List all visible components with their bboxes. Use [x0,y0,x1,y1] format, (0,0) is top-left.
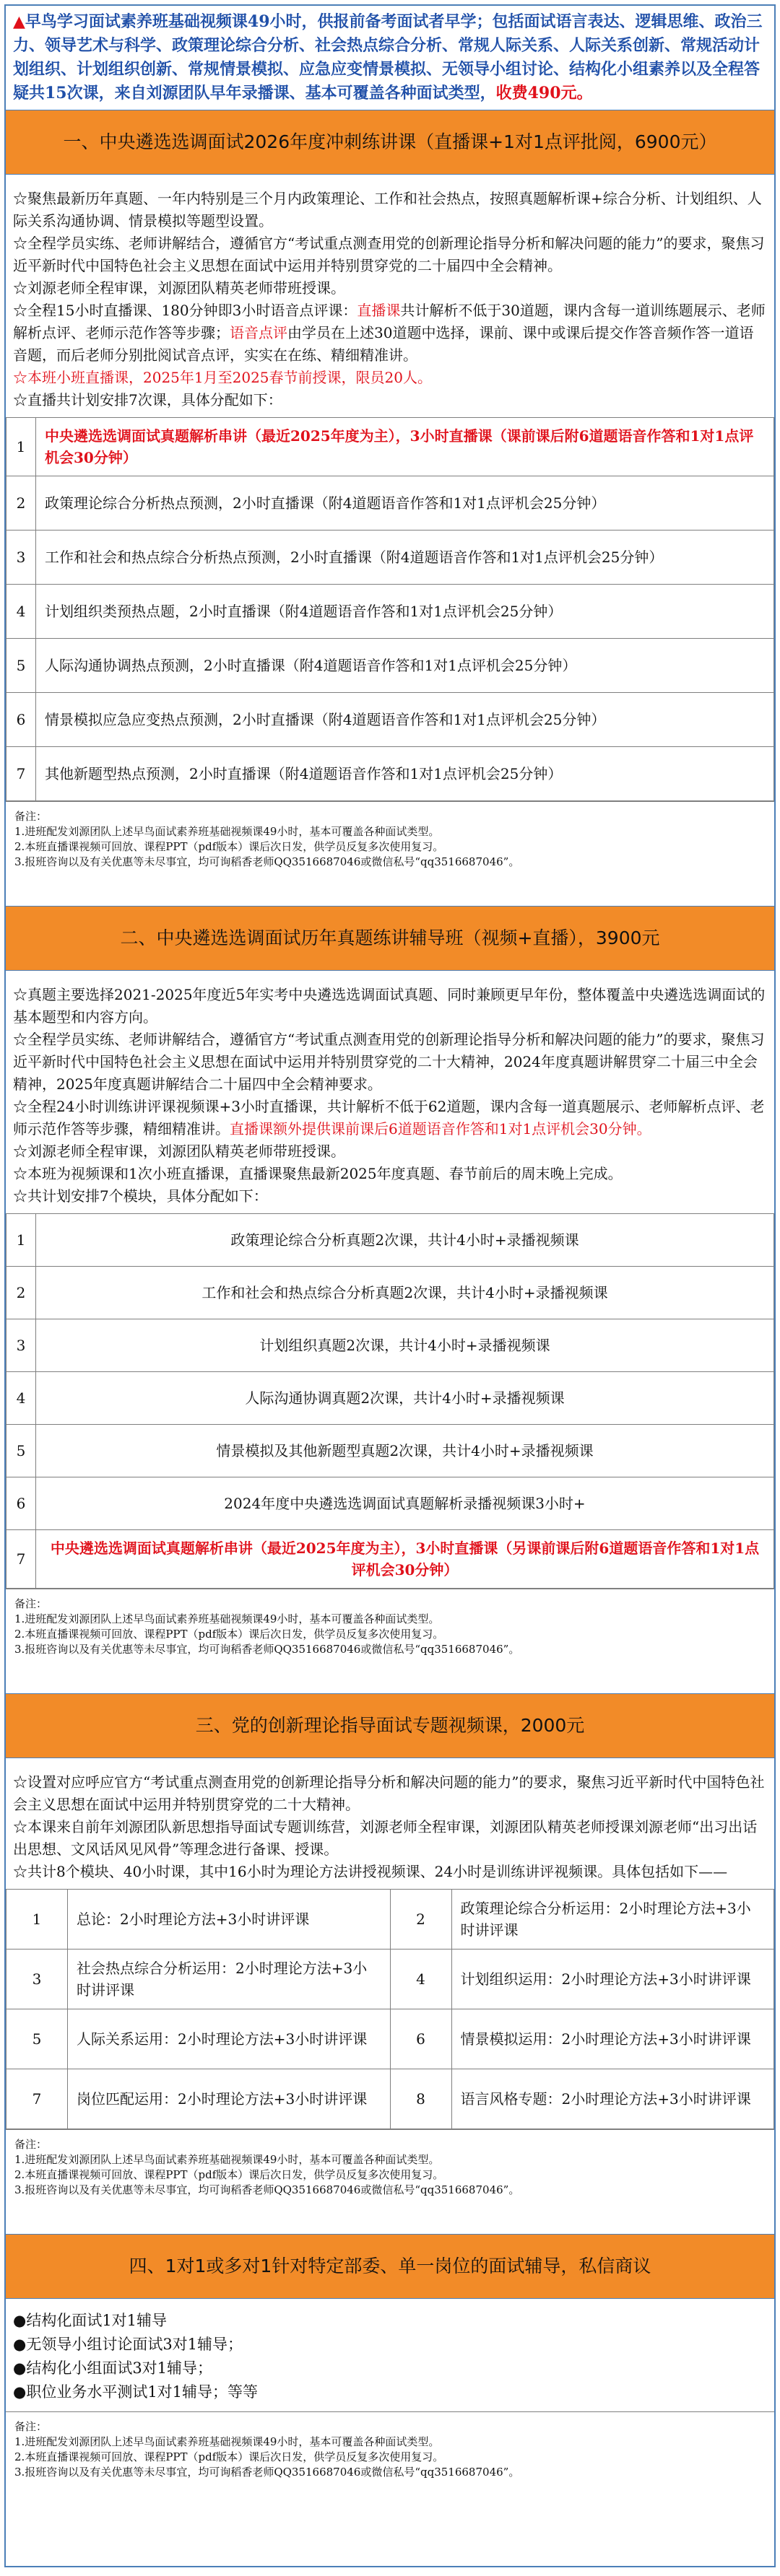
section-4-header: 四、1对1或多对1针对特定部委、单一岗位的面试辅导，私信商议 [6,2234,774,2299]
section-1-bullet-highlight: ☆本班小班直播课，2025年1月至2025春节前授课，限员20人。 [13,369,432,386]
section-1-bullet-plan: ☆直播共计划安排7次课，具体分配如下： [13,391,282,409]
note-line: 备注： [14,1597,48,1610]
table-row [6,1372,774,1425]
section-3-description [6,1758,774,1889]
row-number: 5 [6,1425,36,1477]
section-1-description [6,175,774,417]
row-number: 7 [6,1530,36,1589]
table-row [6,639,774,693]
section-1-header: 一、中央遴选选调面试2026年度冲刺练讲课（直播课+1对1点评批阅，6900元） [6,110,774,175]
module-description: 语言风格专题：2小时理论方法+3小时讲评课 [451,2069,774,2129]
note-line: 1.进班配发刘源团队上述早鸟面试素养班基础视频课49小时，基本可覆盖各种面试类型。 [14,2435,440,2448]
row-description: 政策理论综合分析真题2次课，共计4小时+录播视频课 [36,1214,774,1267]
row-number: 5 [6,639,36,693]
module-description: 情景模拟运用：2小时理论方法+3小时讲评课 [451,2009,774,2069]
row-description: 计划组织真题2次课，共计4小时+录播视频课 [36,1319,774,1372]
section-2-bullet: ☆共计划安排7个模块，具体分配如下： [13,1187,268,1205]
module-description: 社会热点综合分析运用：2小时理论方法+3小时讲评课 [68,1950,390,2009]
section-4-list [6,2299,774,2411]
note-line: 2.本班直播课视频可回放、课程PPT（pdf版本）课后次日发，供学员反复多次使用复习。 [14,2168,444,2181]
row-description: 其他新题型热点预测，2小时直播课（附4道题语音作答和1对1点评机会25分钟） [36,747,774,801]
row-description: 工作和社会和热点综合分析真题2次课，共计4小时+录播视频课 [36,1267,774,1319]
mixed-red-text: 直播课 [357,302,401,319]
section-2-notes [6,1589,774,1664]
table-row [6,418,774,476]
note-line: 备注： [14,2138,48,2151]
row-number: 7 [6,747,36,801]
row-description: 政策理论综合分析热点预测，2小时直播课（附4道题语音作答和1对1点评机会25分钟） [36,476,774,531]
note-line: 1.进班配发刘源团队上述早鸟面试素养班基础视频课49小时，基本可覆盖各种面试类型。 [14,1612,440,1625]
table-row [6,1950,774,2009]
table-row [6,531,774,585]
section-2-bullet: ☆本班为视频课和1次小班直播课，直播课聚焦最新2025年度真题、春节前后的周末晚上完成。 [13,1165,623,1182]
section-1-bullet: ☆聚焦最新历年真题、一年内特别是三个月内政策理论、工作和社会热点，按照真题解析课+综合分析、计划组织、人际关系沟通协调、情景模拟等题型设置。 [13,190,762,230]
module-description: 岗位匹配运用：2小时理论方法+3小时讲评课 [68,2069,390,2129]
row-description: 计划组织类预热点题，2小时直播课（附4道题语音作答和1对1点评机会25分钟） [36,585,774,639]
section-3-bullet: ☆本课来自前年刘源团队新思想指导面试专题训练营，刘源老师全程审课，刘源团队精英老师授课刘源老师“出习出话出思想、文风话风见风骨”等理念进行备课、授课。 [13,1818,758,1858]
section-1-bullet: ☆全程学员实练、老师讲解结合，遵循官方“考试重点测查用党的创新理论指导分析和解决问题的能力”的要求，聚焦习近平新时代中国特色社会主义思想在面试中运用并特别贯穿党的二十届四中全会精神。 [13,235,765,274]
mixed-text: ☆全程15小时直播课、180分钟即3小时语音点评课： [13,302,358,319]
section-2-header: 二、中央遴选选调面试历年真题练讲辅导班（视频+直播），3900元 [6,906,774,971]
module-description: 人际关系运用：2小时理论方法+3小时讲评课 [68,2009,390,2069]
row-description: 工作和社会和热点综合分析热点预测，2小时直播课（附4道题语音作答和1对1点评机会25分钟） [36,531,774,585]
table-row [6,2009,774,2069]
intro-paragraph [6,6,774,110]
note-line: 3.报班咨询以及有关优惠等未尽事宜，均可询稻香老师QQ3516687046或微信私号“qq3516687046”。 [14,2466,520,2479]
module-number: 3 [6,1950,68,2009]
section-3-notes [6,2129,774,2205]
section-2-bullet: ☆全程学员实练、老师讲解结合，遵循官方“考试重点测查用党的创新理论指导分析和解决问题的能力”的要求，聚焦习近平新时代中国特色社会主义思想在面试中运用并特别贯穿党的二十大精神，2024年度真题讲解贯穿二十届三中全会精神，2025年度真题讲解结合二十届四中全会精神要求。 [13,1031,765,1093]
table-row [6,1214,774,1267]
section-1-bullet-mixed [13,300,767,367]
note-line: 3.报班咨询以及有关优惠等未尽事宜，均可询稻香老师QQ3516687046或微信私号“qq3516687046”。 [14,1643,520,1656]
row-number: 4 [6,1372,36,1425]
note-line: 3.报班咨询以及有关优惠等未尽事宜，均可询稻香老师QQ3516687046或微信私号“qq3516687046”。 [14,2183,520,2196]
module-description: 政策理论综合分析运用：2小时理论方法+3小时讲评课 [451,1890,774,1950]
row-description: 2024年度中央遴选选调面试真题解析录播视频课3小时+ [36,1477,774,1530]
row-number: 2 [6,1267,36,1319]
list-item: ●结构化小组面试3对1辅导； [13,2359,213,2377]
note-line: 1.进班配发刘源团队上述早鸟面试素养班基础视频课49小时，基本可覆盖各种面试类型。 [14,825,440,838]
section-3-bullet: ☆共计8个模块、40小时课，其中16小时为理论方法讲授视频课、24小时是训练讲评视频课。具体包括如下—— [13,1863,728,1880]
row-number: 1 [6,418,36,476]
note-line: 2.本班直播课视频可回放、课程PPT（pdf版本）课后次日发，供学员反复多次使用复习。 [14,1628,444,1641]
table-row [6,1890,774,1950]
table-row [6,747,774,801]
section-4-notes [6,2411,774,2487]
table-row [6,1319,774,1372]
intro-price: 收费490元。 [495,84,593,102]
table-row [6,693,774,747]
section-1-bullet: ☆刘源老师全程审课，刘源团队精英老师带班授课。 [13,279,345,297]
module-number: 6 [390,2009,451,2069]
table-row [6,1267,774,1319]
note-line: 2.本班直播课视频可回放、课程PPT（pdf版本）课后次日发，供学员反复多次使用复习。 [14,2450,444,2463]
module-number: 2 [390,1890,451,1950]
row-number: 3 [6,531,36,585]
section-3-module-grid [6,1889,774,2129]
table-row [6,1477,774,1530]
section-2-bullet-mixed [13,1096,767,1140]
row-number: 4 [6,585,36,639]
warning-icon: ▲ [13,12,25,31]
mixed-red-text: 直播课额外提供课前课后6道题语音作答和1对1点评机会30分钟。 [230,1120,651,1138]
row-description: 情景模拟应急应变热点预测，2小时直播课（附4道题语音作答和1对1点评机会25分钟） [36,693,774,747]
module-number: 1 [6,1890,68,1950]
module-description: 总论：2小时理论方法+3小时讲评课 [68,1890,390,1950]
section-2-bullet: ☆刘源老师全程审课，刘源团队精英老师带班授课。 [13,1143,345,1160]
list-item: ●职位业务水平测试1对1辅导；等等 [13,2383,259,2401]
list-item: ●结构化面试1对1辅导 [13,2312,168,2329]
row-description: 情景模拟及其他新题型真题2次课，共计4小时+录播视频课 [36,1425,774,1477]
section-2-schedule-table [6,1213,774,1589]
course-flyer [4,4,776,2567]
row-number: 6 [6,693,36,747]
module-number: 5 [6,2009,68,2069]
section-1-notes [6,801,774,877]
table-row [6,1425,774,1477]
row-description: 人际沟通协调真题2次课，共计4小时+录播视频课 [36,1372,774,1425]
row-number: 1 [6,1214,36,1267]
table-row [6,2069,774,2129]
section-3-header: 三、党的创新理论指导面试专题视频课，2000元 [6,1693,774,1758]
mixed-red-text: 语音点评 [230,324,287,341]
section-1-schedule-table [6,417,774,801]
row-number: 3 [6,1319,36,1372]
row-description: 中央遴选选调面试真题解析串讲（最近2025年度为主），3小时直播课（课前课后附6道题语音作答和1对1点评机会30分钟） [36,418,774,476]
row-number: 6 [6,1477,36,1530]
mixed-text: 共计解析不低于30道题，课内含每一道训练题展示、老师解析点评、老师示范作答等步骤； [13,302,766,341]
table-row [6,476,774,531]
note-line: 2.本班直播课视频可回放、课程PPT（pdf版本）课后次日发，供学员反复多次使用复习。 [14,840,444,853]
row-description: 人际沟通协调热点预测，2小时直播课（附4道题语音作答和1对1点评机会25分钟） [36,639,774,693]
mixed-text: ☆全程24小时训练讲评课视频课+3小时直播课，共计解析不低于62道题，课内含每一道真题展示、老师解析点评、老师示范作答等步骤，精细精准讲。 [13,1098,765,1138]
row-description: 中央遴选选调面试真题解析串讲（最近2025年度为主），3小时直播课（另课前课后附6道题语音作答和1对1点评机会30分钟） [36,1530,774,1589]
module-number: 8 [390,2069,451,2129]
note-line: 3.报班咨询以及有关优惠等未尽事宜，均可询稻香老师QQ3516687046或微信私号“qq3516687046”。 [14,855,520,868]
module-number: 7 [6,2069,68,2129]
row-number: 2 [6,476,36,531]
list-item: ●无领导小组讨论面试3对1辅导； [13,2336,243,2353]
note-line: 备注： [14,2420,48,2433]
note-line: 备注： [14,810,48,823]
table-row [6,585,774,639]
mixed-text: 由学员在上述30道题中选择，课前、课中或课后提交作答音频作答一道语音题，而后老师分别批阅试音点评，实实在在练、精细精准讲。 [13,324,754,364]
module-description: 计划组织运用：2小时理论方法+3小时讲评课 [451,1950,774,2009]
intro-text: 早鸟学习面试素养班基础视频课49小时，供报前备考面试者早学；包括面试语言表达、逻辑思维、政治三力、领导艺术与科学、政策理论综合分析、社会热点综合分析、常规人际关系、人际关系创新、常规活动计划组织、计划组织创新、常规情景模拟、应急应变情景模拟、无领导小组讨论、结构化小组素养以及全程答疑共15次课，来自刘源团队早年录播课、基本可覆盖各种面试类型， [13,12,763,102]
section-2-description [6,971,774,1213]
table-row [6,1530,774,1589]
section-2-bullet: ☆真题主要选择2021-2025年度近5年实考中央遴选选调面试真题、同时兼顾更早年份，整体覆盖中央遴选选调面试的基本题型和内容方向。 [13,986,766,1026]
section-3-bullet: ☆设置对应呼应官方“考试重点测查用党的创新理论指导分析和解决问题的能力”的要求，聚焦习近平新时代中国特色社会主义思想在面试中运用并特别贯穿党的二十大精神。 [13,1773,765,1813]
note-line: 1.进班配发刘源团队上述早鸟面试素养班基础视频课49小时，基本可覆盖各种面试类型。 [14,2153,440,2166]
module-number: 4 [390,1950,451,2009]
